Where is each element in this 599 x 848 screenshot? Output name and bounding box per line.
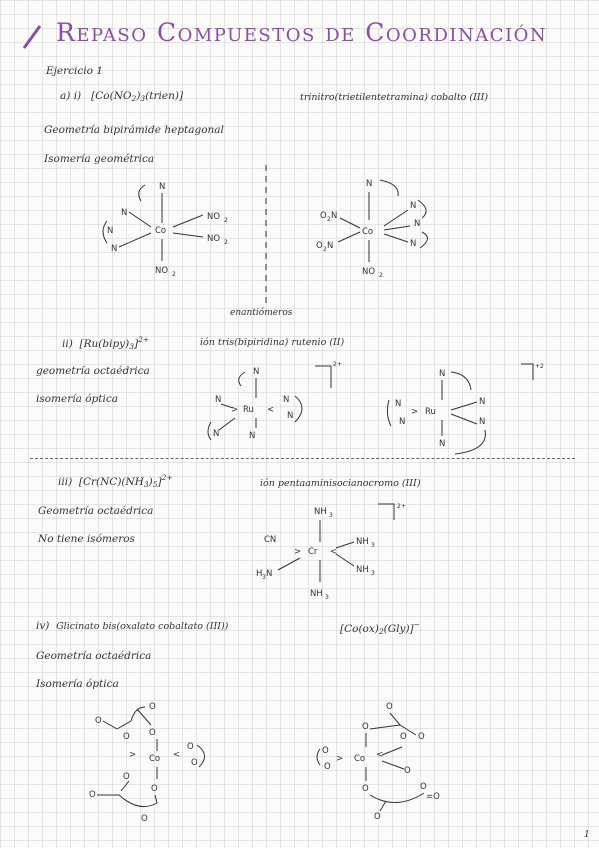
svg-text:O: O — [123, 772, 130, 782]
svg-text:O: O — [95, 716, 102, 726]
section-divider — [30, 458, 575, 459]
svg-text:O: O — [187, 742, 194, 752]
svg-text:Co: Co — [155, 226, 167, 236]
svg-text:3: 3 — [262, 574, 266, 581]
svg-text:>: > — [294, 547, 302, 557]
item-ii — [62, 335, 149, 351]
svg-text:3: 3 — [371, 542, 375, 549]
mirror-plane-line — [262, 165, 272, 305]
svg-text:O: O — [386, 702, 393, 712]
svg-text:=O: =O — [426, 792, 440, 802]
svg-text:+2: +2 — [535, 363, 544, 370]
svg-text:H: H — [256, 569, 263, 579]
svg-text:O: O — [89, 790, 96, 800]
svg-text:N: N — [439, 369, 446, 379]
exercise-label: Ejercicio 1 — [46, 65, 103, 77]
complex-iii-diagram — [250, 500, 440, 610]
svg-text:N: N — [283, 395, 290, 405]
svg-text:2: 2 — [224, 239, 228, 246]
svg-text:N: N — [287, 411, 294, 421]
svg-text:Co: Co — [149, 754, 161, 764]
item-iii-name: ión pentaaminisocianocromo (III) — [260, 478, 421, 489]
svg-text:O: O — [123, 732, 130, 742]
svg-text:>: > — [411, 407, 419, 417]
item-a-i — [60, 90, 183, 103]
svg-text:Co: Co — [362, 227, 374, 237]
svg-text:O: O — [362, 722, 369, 732]
svg-text:O: O — [191, 758, 198, 768]
svg-text:2: 2 — [379, 272, 383, 279]
svg-text:2: 2 — [327, 216, 331, 223]
svg-text:O: O — [149, 728, 156, 738]
svg-text:Cr: Cr — [308, 547, 318, 557]
svg-text:N: N — [410, 239, 417, 249]
svg-text:O: O — [400, 732, 407, 742]
item-ii-geometry: geometría octaédrica — [36, 365, 150, 377]
svg-text:Co: Co — [354, 754, 366, 764]
item-iv-formula: $[Co(ox)_2(Gly)]^-$ — [340, 620, 420, 636]
svg-text:N: N — [399, 417, 406, 427]
svg-text:O: O — [322, 746, 329, 756]
item-iii-label: iii) — [58, 476, 73, 488]
svg-text:3: 3 — [325, 594, 329, 601]
item-ii-label: ii) — [62, 338, 73, 350]
item-iii-isomerism: No tiene isómeros — [38, 533, 135, 545]
svg-text:NO: NO — [155, 266, 169, 276]
isomer-a-left-diagram — [95, 175, 255, 285]
item-ii-isomerism: isomería óptica — [36, 393, 118, 405]
item-iv-name: Glicinato bis(oxalato cobaltato (III)) — [56, 621, 229, 632]
svg-text:O: O — [420, 782, 427, 792]
svg-text:3: 3 — [371, 570, 375, 577]
svg-text:N: N — [215, 395, 222, 405]
svg-text:2: 2 — [323, 246, 327, 253]
svg-text:N: N — [331, 211, 338, 221]
svg-text:O: O — [362, 784, 369, 794]
svg-text:Ru: Ru — [425, 407, 436, 417]
svg-text:>: > — [336, 754, 344, 764]
svg-text:NH: NH — [310, 589, 323, 599]
svg-text:>: > — [129, 750, 137, 760]
item-iii — [58, 473, 173, 489]
title-slash-mark — [20, 22, 44, 52]
svg-text:2+: 2+ — [397, 503, 406, 510]
svg-text:N: N — [327, 241, 334, 251]
svg-text:O: O — [324, 762, 331, 772]
item-iv-label: iv) — [36, 620, 50, 632]
svg-text:N: N — [121, 208, 128, 218]
svg-text:<: < — [173, 750, 181, 760]
svg-text:N: N — [213, 429, 220, 439]
svg-text:NH: NH — [356, 537, 369, 547]
svg-text:<: < — [376, 750, 384, 760]
svg-text:NH: NH — [314, 507, 327, 517]
item-a-geometry: Geometría bipirámide heptagonal — [44, 124, 224, 136]
isomer-ii-left-diagram — [205, 358, 365, 448]
svg-text:<: < — [330, 547, 338, 557]
svg-text:N: N — [266, 569, 273, 579]
item-a-label: a) i) — [60, 90, 82, 102]
svg-text:Ru: Ru — [243, 405, 254, 415]
svg-text:O: O — [316, 241, 323, 251]
svg-text:N: N — [414, 219, 421, 229]
isomer-ii-right-diagram — [385, 360, 545, 460]
svg-text:<: < — [267, 405, 275, 415]
svg-text:2: 2 — [172, 271, 176, 278]
item-iv — [36, 620, 228, 632]
svg-text:O: O — [151, 784, 158, 794]
page-title: Repaso Compuestos de Coordinación — [56, 18, 548, 47]
svg-text:NO: NO — [362, 267, 376, 277]
svg-text:2+: 2+ — [333, 361, 342, 368]
item-ii-name: ión tris(bipiridina) rutenio (II) — [200, 337, 345, 348]
item-iv-isomerism: Isomería óptica — [36, 678, 119, 690]
svg-text:>: > — [231, 405, 239, 415]
svg-text:N: N — [107, 226, 114, 236]
isomer-iv-right-diagram — [300, 695, 460, 830]
item-iv-geometry: Geometría octaédrica — [36, 650, 152, 662]
svg-text:N: N — [395, 399, 402, 409]
svg-text:N: N — [159, 182, 166, 192]
svg-text:O: O — [418, 732, 425, 742]
enantiomers-label: enantiómeros — [230, 308, 293, 318]
svg-text:NH: NH — [356, 565, 369, 575]
svg-text:N: N — [249, 431, 256, 441]
item-iii-geometry: Geometría octaédrica — [38, 505, 154, 517]
svg-text:CN: CN — [264, 535, 277, 545]
svg-text:O: O — [320, 211, 327, 221]
svg-text:N: N — [410, 201, 417, 211]
svg-text:O: O — [374, 812, 381, 822]
item-ii-formula: $[Ru(bipy)_3]^{2+}$ — [79, 335, 150, 351]
svg-text:3: 3 — [329, 512, 333, 519]
svg-text:2: 2 — [224, 217, 228, 224]
item-a-formula: $[Co(NO_2)_3(trien)]$ — [91, 90, 184, 103]
svg-text:N: N — [479, 397, 486, 407]
svg-text:O: O — [149, 702, 156, 712]
svg-text:NO: NO — [207, 212, 221, 222]
item-a-isomerism: Isomería geométrica — [44, 153, 155, 165]
isomer-a-right-diagram — [300, 170, 460, 285]
svg-text:N: N — [366, 179, 373, 189]
svg-text:O: O — [141, 814, 148, 824]
svg-text:N: N — [253, 367, 260, 377]
svg-text:N: N — [479, 417, 486, 427]
svg-text:NO: NO — [207, 234, 221, 244]
svg-text:N: N — [111, 244, 118, 254]
item-a-name: trinitro(trietilentetramina) cobalto (III) — [300, 92, 489, 103]
item-iii-formula: $[Cr(NC)(NH_3)_5]^{2+}$ — [78, 473, 173, 489]
svg-text:O: O — [404, 766, 411, 776]
svg-text:N: N — [439, 439, 446, 449]
isomer-iv-left-diagram — [85, 695, 245, 830]
page-number: 1 — [584, 830, 590, 840]
